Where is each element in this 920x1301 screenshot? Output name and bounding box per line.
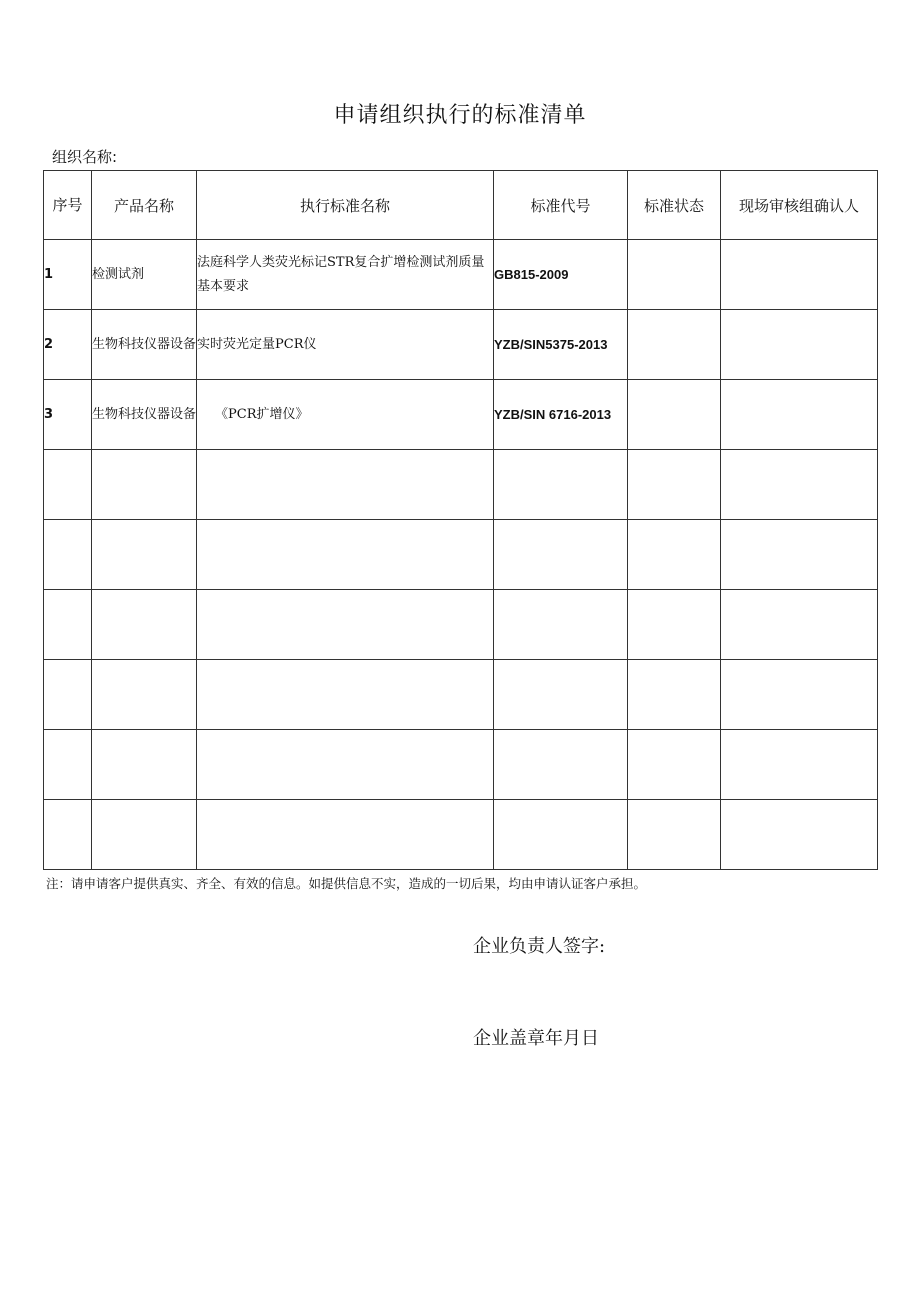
empty-table-row: [44, 800, 878, 870]
confirmer-cell: [721, 800, 878, 870]
empty-table-row: [44, 520, 878, 590]
confirmer-cell: [721, 660, 878, 730]
header-onsite-confirmer: 现场审核组确认人: [721, 171, 878, 240]
standard-name-cell: 《PCR扩增仪》: [197, 380, 494, 450]
standard-status-cell: [628, 310, 721, 380]
standard-status-cell: [628, 800, 721, 870]
header-product-name: 产品名称: [92, 171, 197, 240]
organization-name-label: 组织名称:: [52, 148, 118, 166]
standard-name-cell: [197, 450, 494, 520]
standard-name-cell: [197, 590, 494, 660]
standard-status-cell: [628, 450, 721, 520]
confirmer-cell: [721, 380, 878, 450]
standard-status-cell: [628, 240, 721, 310]
product-name-cell: [92, 520, 197, 590]
seal-date-label: 企业盖章年月日: [473, 1028, 599, 1049]
product-name-cell: [92, 800, 197, 870]
standard-status-cell: [628, 520, 721, 590]
standard-code-cell: [494, 520, 628, 590]
confirmer-cell: [721, 310, 878, 380]
standard-status-cell: [628, 730, 721, 800]
confirmer-cell: [721, 520, 878, 590]
standard-name-cell: [197, 660, 494, 730]
row-number: 1: [44, 240, 92, 310]
standard-status-cell: [628, 660, 721, 730]
empty-table-row: [44, 590, 878, 660]
product-name-cell: [92, 660, 197, 730]
product-name-cell: [92, 450, 197, 520]
row-number: 2: [44, 310, 92, 380]
row-number: [44, 520, 92, 590]
page-title: 申请组织执行的标准清单: [333, 103, 587, 128]
standard-code-cell: [494, 660, 628, 730]
row-number: [44, 590, 92, 660]
signature-label: 企业负责人签字:: [473, 936, 606, 957]
standard-code-cell: YZB/SIN5375-2013: [494, 310, 628, 380]
product-name-cell: [92, 590, 197, 660]
confirmer-cell: [721, 240, 878, 310]
standard-name-cell: [197, 800, 494, 870]
header-standard-code: 标准代号: [494, 171, 628, 240]
confirmer-cell: [721, 590, 878, 660]
standard-code-cell: [494, 450, 628, 520]
table-row: [44, 310, 878, 380]
standard-name-cell: [197, 730, 494, 800]
product-name-cell: 生物科技仪器设备: [92, 310, 197, 380]
row-number: 3: [44, 380, 92, 450]
row-number: [44, 730, 92, 800]
standards-table: [43, 170, 878, 870]
standard-status-cell: [628, 590, 721, 660]
disclaimer-note: 注：请申请客户提供真实、齐全、有效的信息。如提供信息不实，造成的一切后果，均由申请认证客户承担。: [46, 876, 647, 891]
confirmer-cell: [721, 450, 878, 520]
standard-status-cell: [628, 380, 721, 450]
empty-table-row: [44, 730, 878, 800]
row-number: [44, 660, 92, 730]
standard-code-cell: [494, 590, 628, 660]
table-row: [44, 240, 878, 310]
standard-code-cell: [494, 800, 628, 870]
standard-name-cell: 法庭科学人类荧光标记STR复合扩增检测试剂质量基本要求: [197, 240, 494, 310]
standard-code-cell: [494, 730, 628, 800]
table-header-row: [44, 171, 878, 240]
empty-table-row: [44, 450, 878, 520]
header-seq: 序号: [44, 171, 92, 240]
product-name-cell: 生物科技仪器设备: [92, 380, 197, 450]
header-standard-name: 执行标准名称: [197, 171, 494, 240]
standard-code-cell: GB815-2009: [494, 240, 628, 310]
empty-table-row: [44, 660, 878, 730]
standard-code-cell: YZB/SIN 6716-2013: [494, 380, 628, 450]
row-number: [44, 450, 92, 520]
row-number: [44, 800, 92, 870]
standard-name-cell: 实时荧光定量PCR仪: [197, 310, 494, 380]
table-row: [44, 380, 878, 450]
standard-name-cell: [197, 520, 494, 590]
confirmer-cell: [721, 730, 878, 800]
header-standard-status: 标准状态: [628, 171, 721, 240]
product-name-cell: [92, 730, 197, 800]
product-name-cell: 检测试剂: [92, 240, 197, 310]
